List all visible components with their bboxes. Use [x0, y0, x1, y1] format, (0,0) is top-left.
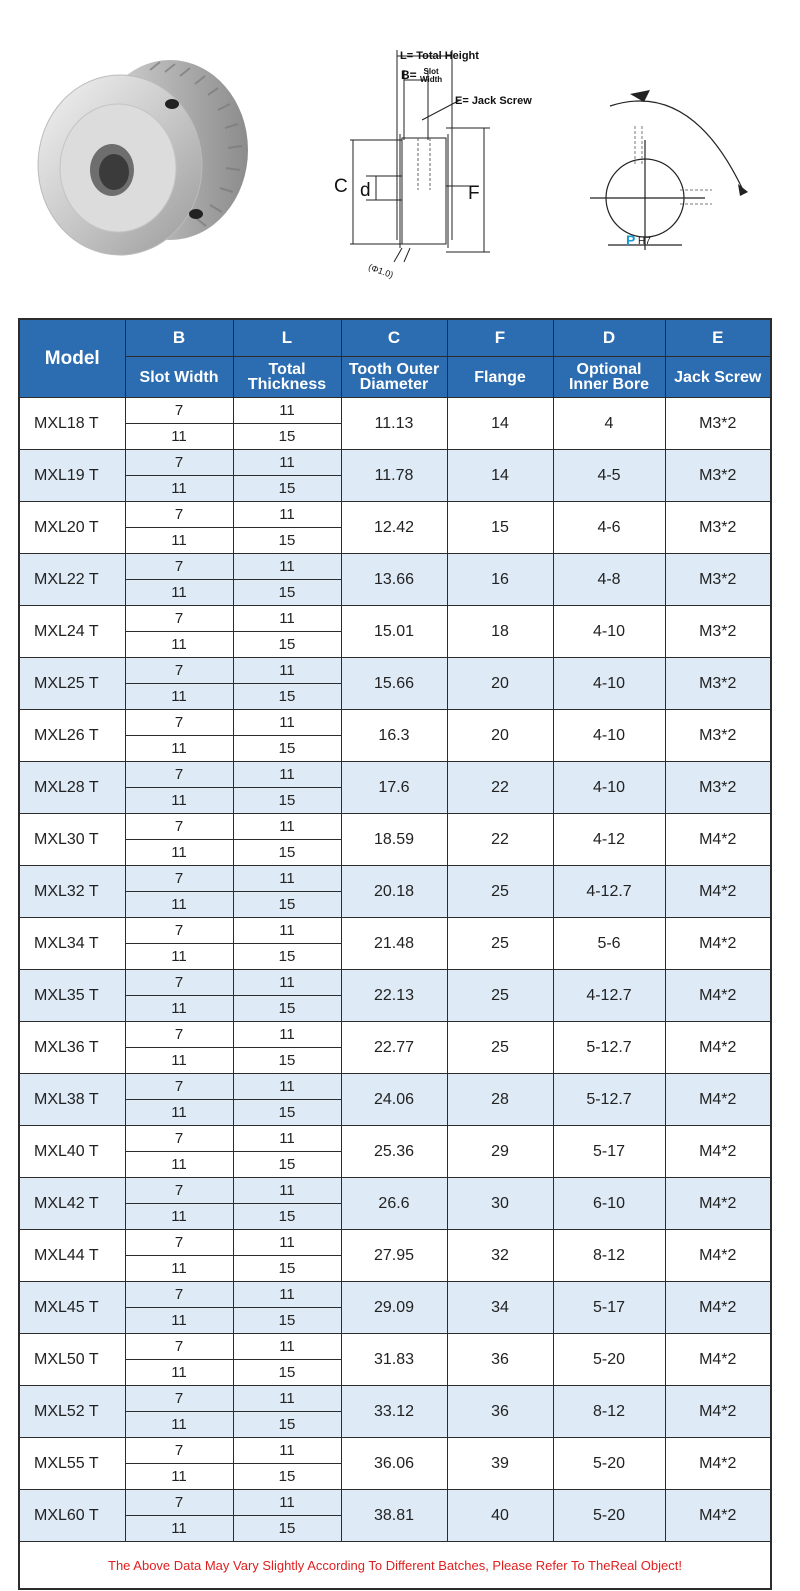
inner-bore-cell: 5-12.7 [553, 1022, 665, 1074]
flange-cell: 28 [447, 1074, 553, 1126]
tooth-outer-diameter-cell: 22.13 [341, 970, 447, 1022]
jack-screw-cell: M3*2 [665, 710, 771, 762]
slot-width-cell: 7 [125, 450, 233, 476]
tooth-outer-diameter-cell: 22.77 [341, 1022, 447, 1074]
total-thickness-cell: 11 [233, 606, 341, 632]
slot-width-cell: 11 [125, 944, 233, 970]
inner-bore-cell: 4 [553, 398, 665, 450]
slot-width-cell: 7 [125, 1126, 233, 1152]
model-cell: MXL35 T [19, 970, 125, 1022]
total-thickness-cell: 15 [233, 632, 341, 658]
table-row [19, 450, 771, 476]
slot-width-cell: 7 [125, 866, 233, 892]
footer-row [19, 1542, 771, 1590]
tooth-outer-diameter-cell: 18.59 [341, 814, 447, 866]
jack-screw-cell: M4*2 [665, 1334, 771, 1386]
total-thickness-cell: 11 [233, 450, 341, 476]
label-f: F [468, 183, 480, 204]
flange-cell: 32 [447, 1230, 553, 1282]
jack-screw-cell: M4*2 [665, 1074, 771, 1126]
inner-bore-cell: 4-5 [553, 450, 665, 502]
jack-screw-cell: M3*2 [665, 502, 771, 554]
total-thickness-cell: 15 [233, 840, 341, 866]
total-thickness-cell: 11 [233, 970, 341, 996]
flange-cell: 22 [447, 814, 553, 866]
tooth-outer-diameter-cell: 17.6 [341, 762, 447, 814]
total-thickness-cell: 11 [233, 658, 341, 684]
jack-screw-cell: M3*2 [665, 450, 771, 502]
table-row [19, 398, 771, 424]
jack-screw-cell: M4*2 [665, 814, 771, 866]
flange-cell: 36 [447, 1386, 553, 1438]
total-thickness-cell: 11 [233, 866, 341, 892]
slot-width-cell: 7 [125, 762, 233, 788]
total-thickness-cell: 15 [233, 1308, 341, 1334]
tooth-outer-diameter-cell: 26.6 [341, 1178, 447, 1230]
jack-screw-cell: M4*2 [665, 1230, 771, 1282]
total-thickness-cell: 15 [233, 1256, 341, 1282]
model-cell: MXL18 T [19, 398, 125, 450]
label-total-height: L= Total Height [400, 50, 479, 62]
slot-width-cell: 11 [125, 632, 233, 658]
slot-width-cell: 11 [125, 684, 233, 710]
total-thickness-cell: 15 [233, 1412, 341, 1438]
total-thickness-cell: 15 [233, 944, 341, 970]
total-thickness-cell: 15 [233, 528, 341, 554]
header-flange-line1: Flange [474, 368, 526, 386]
flange-cell: 29 [447, 1126, 553, 1178]
flange-cell: 36 [447, 1334, 553, 1386]
total-thickness-cell: 15 [233, 1048, 341, 1074]
inner-bore-cell: 6-10 [553, 1178, 665, 1230]
total-thickness-cell: 11 [233, 1126, 341, 1152]
label-d: d [360, 180, 371, 201]
jack-screw-cell: M4*2 [665, 866, 771, 918]
slot-width-cell: 11 [125, 788, 233, 814]
slot-width-cell: 7 [125, 554, 233, 580]
slot-width-cell: 11 [125, 1048, 233, 1074]
slot-width-cell: 7 [125, 1074, 233, 1100]
inner-bore-cell: 5-17 [553, 1126, 665, 1178]
total-thickness-cell: 15 [233, 684, 341, 710]
table-row [19, 970, 771, 996]
flange-cell: 25 [447, 1022, 553, 1074]
header-row-names [19, 357, 771, 398]
table-row [19, 1438, 771, 1464]
header-optional-inner-bore [553, 357, 665, 398]
header-total-thickness-line1: Total [268, 361, 306, 378]
slot-width-cell: 11 [125, 1516, 233, 1542]
total-thickness-cell: 15 [233, 476, 341, 502]
slot-width-cell: 11 [125, 1204, 233, 1230]
model-cell: MXL19 T [19, 450, 125, 502]
header-letter-l: L [233, 319, 341, 357]
tooth-outer-diameter-cell: 31.83 [341, 1334, 447, 1386]
slot-width-cell: 11 [125, 424, 233, 450]
slot-width-cell: 11 [125, 1464, 233, 1490]
model-cell: MXL28 T [19, 762, 125, 814]
header-flange [447, 357, 553, 398]
total-thickness-cell: 11 [233, 1386, 341, 1412]
slot-width-cell: 7 [125, 1282, 233, 1308]
total-thickness-cell: 11 [233, 918, 341, 944]
model-cell: MXL32 T [19, 866, 125, 918]
table-row [19, 866, 771, 892]
inner-bore-cell: 4-6 [553, 502, 665, 554]
total-thickness-cell: 11 [233, 710, 341, 736]
model-cell: MXL30 T [19, 814, 125, 866]
label-b: B= [401, 68, 417, 83]
tooth-outer-diameter-cell: 33.12 [341, 1386, 447, 1438]
table-row [19, 710, 771, 736]
label-p: P [626, 232, 636, 248]
inner-bore-cell: 8-12 [553, 1386, 665, 1438]
inner-bore-cell: 5-12.7 [553, 1074, 665, 1126]
table-row [19, 606, 771, 632]
jack-screw-cell: M3*2 [665, 554, 771, 606]
model-cell: MXL50 T [19, 1334, 125, 1386]
slot-width-cell: 7 [125, 1386, 233, 1412]
table-row [19, 1074, 771, 1100]
flange-cell: 25 [447, 866, 553, 918]
flange-cell: 16 [447, 554, 553, 606]
flange-cell: 40 [447, 1490, 553, 1542]
label-width: Width [420, 75, 443, 84]
slot-width-cell: 7 [125, 1490, 233, 1516]
flange-cell: 14 [447, 450, 553, 502]
label-slot-width [401, 68, 442, 84]
table-row [19, 1490, 771, 1516]
header-optional-inner-bore-line2: Inner Bore [568, 376, 649, 393]
header-letter-c: C [341, 319, 447, 357]
model-cell: MXL55 T [19, 1438, 125, 1490]
slot-width-cell: 7 [125, 1438, 233, 1464]
slot-width-cell: 11 [125, 1412, 233, 1438]
tooth-outer-diameter-cell: 11.78 [341, 450, 447, 502]
model-cell: MXL20 T [19, 502, 125, 554]
model-cell: MXL34 T [19, 918, 125, 970]
jack-screw-cell: M4*2 [665, 918, 771, 970]
slot-width-cell: 7 [125, 1022, 233, 1048]
total-thickness-cell: 11 [233, 554, 341, 580]
jack-screw-cell: M4*2 [665, 1490, 771, 1542]
jack-screw-cell: M4*2 [665, 1282, 771, 1334]
jack-screw-cell: M3*2 [665, 606, 771, 658]
footer-note: The Above Data May Vary Slightly According To Different Batches, Please Refer To TheReal Object! [19, 1542, 771, 1590]
tooth-outer-diameter-cell: 29.09 [341, 1282, 447, 1334]
tooth-outer-diameter-cell: 21.48 [341, 918, 447, 970]
inner-bore-cell: 5-20 [553, 1490, 665, 1542]
header-tooth-outer-diameter-line1: Tooth Outer [348, 361, 440, 378]
tooth-outer-diameter-cell: 38.81 [341, 1490, 447, 1542]
flange-cell: 20 [447, 658, 553, 710]
inner-bore-cell: 5-17 [553, 1282, 665, 1334]
table-row [19, 762, 771, 788]
slot-width-cell: 11 [125, 736, 233, 762]
model-cell: MXL60 T [19, 1490, 125, 1542]
total-thickness-cell: 11 [233, 502, 341, 528]
model-cell: MXL44 T [19, 1230, 125, 1282]
jack-screw-cell: M4*2 [665, 1178, 771, 1230]
tooth-outer-diameter-cell: 15.01 [341, 606, 447, 658]
header-optional-inner-bore-line1: Optional [576, 361, 642, 378]
slot-width-cell: 11 [125, 1360, 233, 1386]
pulley-photo [0, 0, 260, 318]
header-jack-screw-line1: Jack Screw [674, 368, 762, 386]
model-cell: MXL45 T [19, 1282, 125, 1334]
flange-cell: 30 [447, 1178, 553, 1230]
dimension-drawing [320, 0, 560, 300]
tooth-outer-diameter-cell: 12.42 [341, 502, 447, 554]
model-cell: MXL24 T [19, 606, 125, 658]
model-cell: MXL26 T [19, 710, 125, 762]
slot-width-cell: 7 [125, 918, 233, 944]
total-thickness-cell: 15 [233, 580, 341, 606]
model-cell: MXL22 T [19, 554, 125, 606]
table-row [19, 1178, 771, 1204]
tooth-outer-diameter-cell: 27.95 [341, 1230, 447, 1282]
slot-width-cell: 7 [125, 1230, 233, 1256]
inner-bore-cell: 4-12.7 [553, 970, 665, 1022]
table-row [19, 502, 771, 528]
total-thickness-cell: 15 [233, 1100, 341, 1126]
header-letter-e: E [665, 319, 771, 357]
table-row [19, 1334, 771, 1360]
header-tooth-outer-diameter-line2: Diameter [359, 376, 429, 393]
jack-screw-cell: M4*2 [665, 1126, 771, 1178]
slot-width-cell: 11 [125, 840, 233, 866]
header-letter-d: D [553, 319, 665, 357]
table-row [19, 1022, 771, 1048]
tooth-outer-diameter-cell: 24.06 [341, 1074, 447, 1126]
slot-width-cell: 7 [125, 1178, 233, 1204]
header-model: Model [19, 319, 125, 398]
table-row [19, 554, 771, 580]
jack-screw-cell: M4*2 [665, 1386, 771, 1438]
table-row [19, 1230, 771, 1256]
table-row [19, 1282, 771, 1308]
header-letter-f: F [447, 319, 553, 357]
label-h7: H7 [638, 236, 651, 247]
inner-bore-cell: 4-10 [553, 606, 665, 658]
table-row [19, 918, 771, 944]
model-cell: MXL25 T [19, 658, 125, 710]
inner-bore-cell: 5-20 [553, 1438, 665, 1490]
header-row-letters [19, 319, 771, 357]
total-thickness-cell: 11 [233, 1178, 341, 1204]
total-thickness-cell: 11 [233, 1022, 341, 1048]
total-thickness-cell: 15 [233, 424, 341, 450]
flange-cell: 39 [447, 1438, 553, 1490]
model-cell: MXL42 T [19, 1178, 125, 1230]
spec-table [18, 318, 772, 1590]
tooth-outer-diameter-cell: 13.66 [341, 554, 447, 606]
header-slot-width-line1: Slot Width [139, 368, 219, 386]
jack-screw-cell: M3*2 [665, 658, 771, 710]
inner-bore-cell: 4-8 [553, 554, 665, 606]
total-thickness-cell: 15 [233, 1204, 341, 1230]
slot-width-cell: 7 [125, 970, 233, 996]
inner-bore-cell: 4-12 [553, 814, 665, 866]
total-thickness-cell: 11 [233, 1074, 341, 1100]
inner-bore-cell: 5-20 [553, 1334, 665, 1386]
total-thickness-cell: 15 [233, 996, 341, 1022]
model-cell: MXL52 T [19, 1386, 125, 1438]
total-thickness-cell: 15 [233, 1516, 341, 1542]
model-cell: MXL38 T [19, 1074, 125, 1126]
total-thickness-cell: 15 [233, 1152, 341, 1178]
total-thickness-cell: 11 [233, 814, 341, 840]
total-thickness-cell: 15 [233, 1360, 341, 1386]
slot-width-cell: 11 [125, 1308, 233, 1334]
total-thickness-cell: 15 [233, 892, 341, 918]
header-total-thickness [233, 357, 341, 398]
header-total-thickness-line2: Thickness [247, 376, 327, 393]
tooth-outer-diameter-cell: 15.66 [341, 658, 447, 710]
total-thickness-cell: 11 [233, 398, 341, 424]
tooth-outer-diameter-cell: 20.18 [341, 866, 447, 918]
flange-cell: 22 [447, 762, 553, 814]
slot-width-cell: 7 [125, 1334, 233, 1360]
total-thickness-cell: 11 [233, 762, 341, 788]
model-cell: MXL36 T [19, 1022, 125, 1074]
flange-cell: 18 [447, 606, 553, 658]
inner-bore-cell: 8-12 [553, 1230, 665, 1282]
flange-cell: 20 [447, 710, 553, 762]
header-slot-width [125, 357, 233, 398]
slot-width-cell: 11 [125, 1100, 233, 1126]
flange-cell: 25 [447, 918, 553, 970]
total-thickness-cell: 11 [233, 1334, 341, 1360]
table-body [19, 398, 771, 1542]
jack-screw-cell: M4*2 [665, 1438, 771, 1490]
inner-bore-cell: 5-6 [553, 918, 665, 970]
header-jack-screw [665, 357, 771, 398]
label-slot: Slot [423, 67, 439, 76]
flange-cell: 25 [447, 970, 553, 1022]
flange-cell: 15 [447, 502, 553, 554]
total-thickness-cell: 11 [233, 1282, 341, 1308]
total-thickness-cell: 15 [233, 788, 341, 814]
inner-bore-cell: 4-10 [553, 762, 665, 814]
tooth-outer-diameter-cell: 25.36 [341, 1126, 447, 1178]
tooth-outer-diameter-cell: 16.3 [341, 710, 447, 762]
table-row [19, 658, 771, 684]
slot-width-cell: 7 [125, 710, 233, 736]
label-c: C [334, 176, 348, 197]
slot-width-cell: 11 [125, 996, 233, 1022]
total-thickness-cell: 15 [233, 1464, 341, 1490]
table-row [19, 1386, 771, 1412]
label-jack-screw: E= Jack Screw [455, 95, 532, 107]
jack-screw-cell: M4*2 [665, 1022, 771, 1074]
slot-width-cell: 11 [125, 476, 233, 502]
slot-width-cell: 7 [125, 814, 233, 840]
tooth-outer-diameter-cell: 36.06 [341, 1438, 447, 1490]
jack-screw-cell: M3*2 [665, 762, 771, 814]
slot-width-cell: 11 [125, 1256, 233, 1282]
table-row [19, 1126, 771, 1152]
model-cell: MXL40 T [19, 1126, 125, 1178]
header-letter-b: B [125, 319, 233, 357]
flange-cell: 14 [447, 398, 553, 450]
jack-screw-cell: M3*2 [665, 398, 771, 450]
inner-bore-cell: 4-10 [553, 710, 665, 762]
slot-width-cell: 7 [125, 606, 233, 632]
flange-cell: 34 [447, 1282, 553, 1334]
inner-bore-cell: 4-12.7 [553, 866, 665, 918]
label-phi: (Φ1.0) [367, 261, 395, 281]
total-thickness-cell: 11 [233, 1490, 341, 1516]
tooth-outer-diameter-cell: 11.13 [341, 398, 447, 450]
slot-width-cell: 11 [125, 892, 233, 918]
slot-width-cell: 11 [125, 528, 233, 554]
inner-bore-cell: 4-10 [553, 658, 665, 710]
slot-width-cell: 11 [125, 1152, 233, 1178]
slot-width-cell: 11 [125, 580, 233, 606]
table-row [19, 814, 771, 840]
jack-screw-cell: M4*2 [665, 970, 771, 1022]
slot-width-cell: 7 [125, 398, 233, 424]
slot-width-cell: 7 [125, 502, 233, 528]
bore-drawing [590, 80, 760, 340]
total-thickness-cell: 11 [233, 1230, 341, 1256]
total-thickness-cell: 11 [233, 1438, 341, 1464]
total-thickness-cell: 15 [233, 736, 341, 762]
header-tooth-outer-diameter [341, 357, 447, 398]
product-illustration-area [0, 0, 800, 318]
slot-width-cell: 7 [125, 658, 233, 684]
